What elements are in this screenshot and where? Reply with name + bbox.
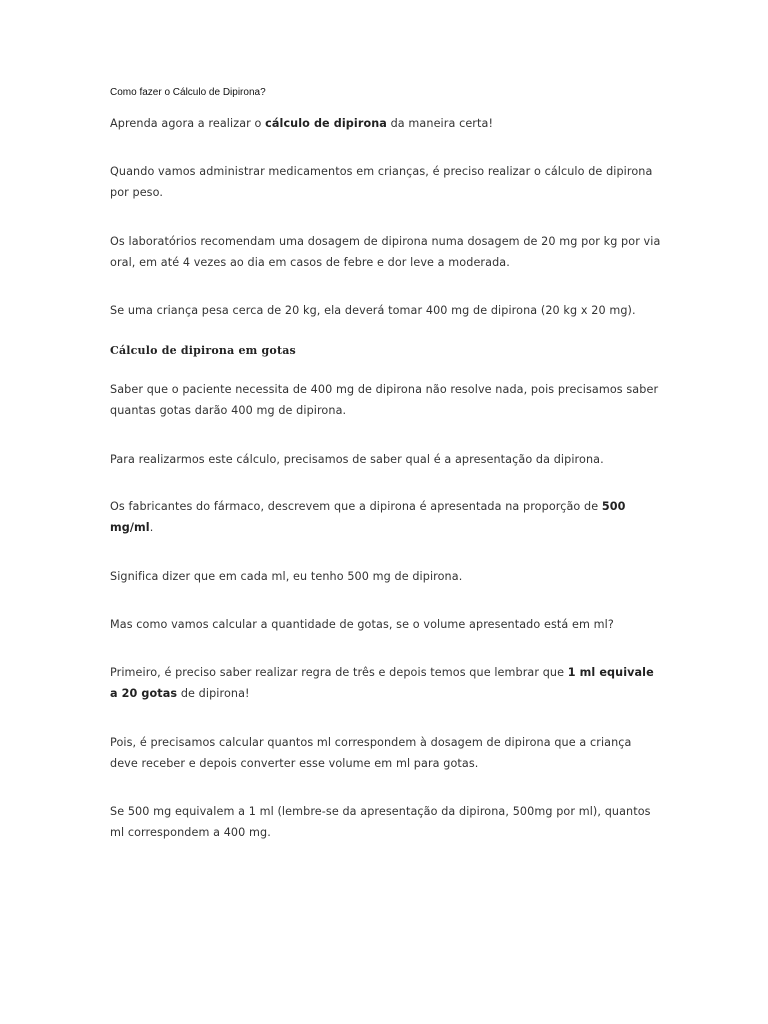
paragraph-criancas: Quando vamos administrar medicamentos em crianças, é preciso realizar o cálculo de dipirona por peso.: [110, 165, 653, 199]
paragraph-calcular-ml: Pois, é precisamos calcular quantos ml correspondem à dosagem de dipirona que a criança deve receber e depois converter esse volume em ml para gotas.: [110, 736, 632, 770]
section-heading: Cálculo de dipirona em gotas: [110, 344, 296, 357]
paragraph-fabricantes: [110, 496, 662, 538]
conversion-bold-text: 1 ml equivale a 20 gotas: [110, 666, 654, 700]
intro-bold-text: cálculo de dipirona: [265, 117, 387, 130]
paragraph-regra-tres: [110, 662, 662, 704]
intro-paragraph: [110, 113, 662, 134]
paragraph-pergunta-gotas: Mas como vamos calcular a quantidade de gotas, se o volume apresentado está em ml?: [110, 618, 614, 631]
regra-text-end: de dipirona!: [177, 687, 250, 700]
fabricantes-text-end: .: [149, 521, 154, 534]
paragraph-exemplo-peso: Se uma criança pesa cerca de 20 kg, ela deverá tomar 400 mg de dipirona (20 kg x 20 mg).: [110, 304, 636, 317]
paragraph-laboratorios: Os laboratórios recomendam uma dosagem de dipirona numa dosagem de 20 mg por kg por via oral, em até 4 vezes ao dia em casos de febre e dor leve a moderada.: [110, 235, 661, 269]
fabricantes-text-start: Os fabricantes do fármaco, descrevem que a dipirona é apresentada na proporção de: [110, 500, 602, 513]
regra-text-start: Primeiro, é preciso saber realizar regra de três e depois temos que lembrar que: [110, 666, 568, 679]
intro-text-start: Aprenda agora a realizar o: [110, 117, 266, 130]
concentration-bold-text: 500 mg/ml: [110, 500, 626, 534]
paragraph-apresentacao-calculo: Para realizarmos este cálculo, precisamos de saber qual é a apresentação da dipirona.: [110, 453, 604, 466]
page-title: Como fazer o Cálculo de Dipirona?: [110, 87, 266, 98]
paragraph-gotas-necessidade: Saber que o paciente necessita de 400 mg de dipirona não resolve nada, pois precisamos saber quantas gotas darão 400 mg de dipirona.: [110, 383, 659, 417]
intro-text-end: da maneira certa!: [386, 117, 494, 130]
paragraph-equivalencia: Se 500 mg equivalem a 1 ml (lembre-se da apresentação da dipirona, 500mg por ml), quantos ml correspondem a 400 mg.: [110, 805, 651, 839]
paragraph-significa: Significa dizer que em cada ml, eu tenho 500 mg de dipirona.: [110, 570, 463, 583]
